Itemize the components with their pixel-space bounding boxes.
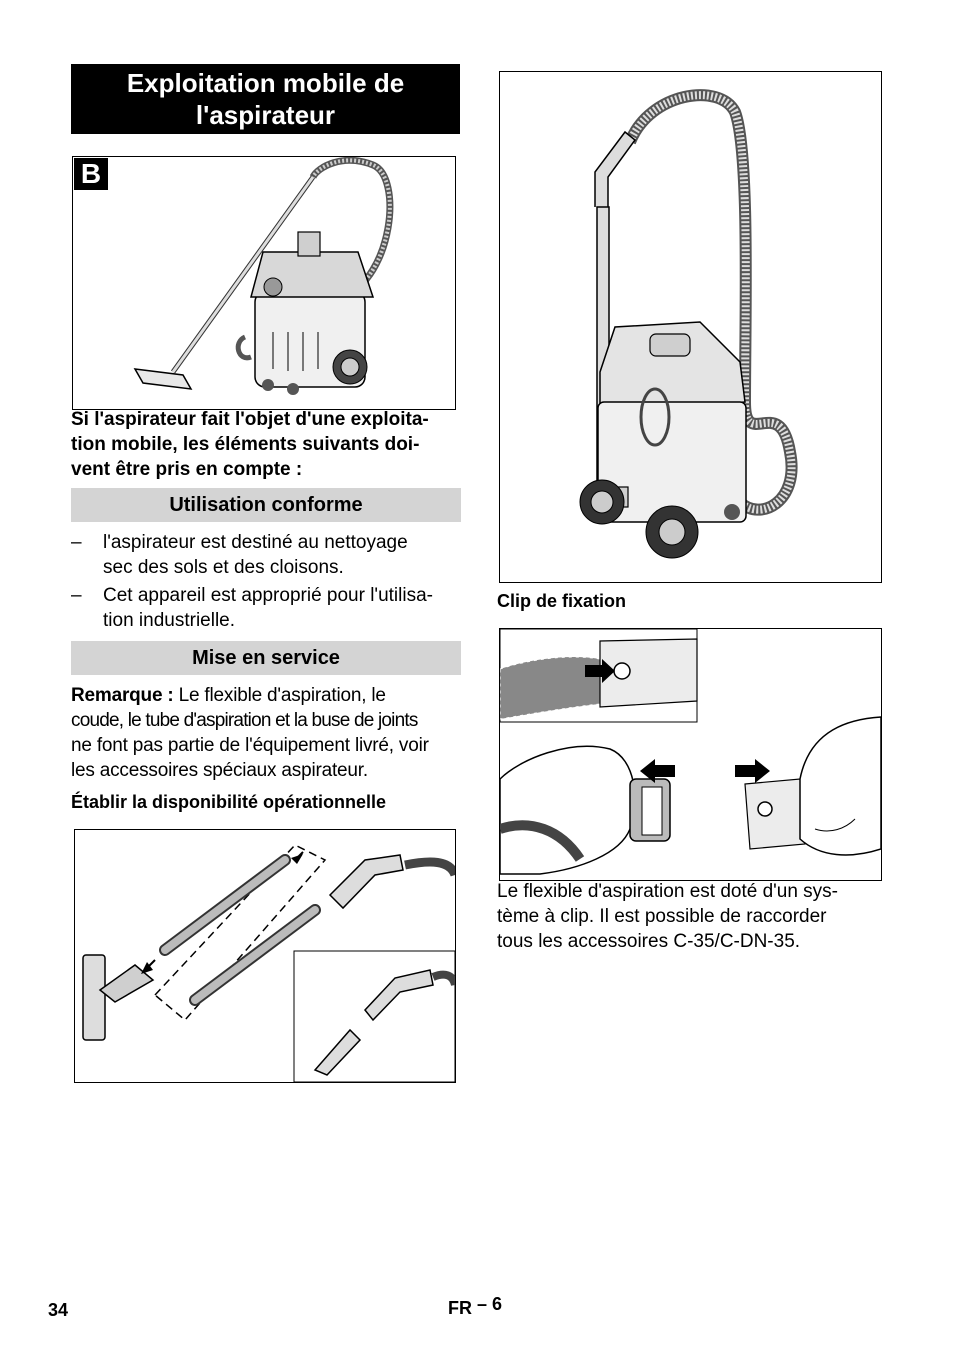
dash-bullet: –	[71, 532, 82, 553]
figure-assembly	[74, 829, 456, 1083]
page-number: 34	[48, 1300, 69, 1320]
clip-line-3: tous les accessoires C-35/C-DN-35.	[497, 931, 801, 952]
clip-line-2: tème à clip. Il est possible de raccorder	[497, 906, 827, 927]
assembly-illustration	[75, 830, 455, 1082]
list-item	[71, 530, 463, 580]
footer-section-ref	[448, 1294, 503, 1319]
dash-bullet: –	[71, 585, 82, 606]
intro-text	[71, 407, 463, 482]
section-heading-start: Mise en service	[71, 641, 461, 675]
page-title-line-2: l'aspirateur	[195, 100, 336, 130]
list-item-line-2: sec des sols et des cloisons.	[103, 557, 344, 578]
footer-lang: FR	[448, 1298, 472, 1318]
footer-section-page: 6	[492, 1294, 503, 1314]
note-paragraph	[71, 683, 463, 783]
figure-label-b: B	[74, 158, 108, 190]
list-item-line-1: Cet appareil est approprié pour l'utilisa-	[103, 585, 433, 606]
page-title	[71, 64, 460, 134]
intro-line-1: Si l'aspirateur fait l'objet d'une exploita-	[71, 409, 429, 430]
note-line-1: Le flexible d'aspiration, le	[173, 685, 386, 706]
figure-vacuum-clip	[499, 71, 882, 583]
footer-separator: –	[477, 1294, 488, 1314]
note-line-2: coude, le tube d'aspiration et la buse de joints	[71, 710, 418, 731]
figure-clip-detail	[499, 628, 882, 881]
figure-b-vacuum-mobile	[72, 156, 456, 410]
list-item	[71, 583, 463, 633]
clip-heading: Clip de fixation	[497, 591, 627, 611]
clip-line-1: Le flexible d'aspiration est doté d'un sys-	[497, 881, 839, 902]
section-heading-use: Utilisation conforme	[71, 488, 461, 522]
clip-paragraph	[497, 879, 880, 954]
list-item-line-1: l'aspirateur est destiné au nettoyage	[103, 532, 408, 553]
note-label: Remarque :	[71, 685, 174, 706]
intro-line-3: vent être pris en compte :	[71, 459, 303, 480]
vacuum-hose-illustration	[500, 72, 881, 582]
note-line-3: ne font pas partie de l'équipement livré, voir	[71, 735, 429, 756]
list-item-line-2: tion industrielle.	[103, 610, 236, 631]
page-title-line-1: Exploitation mobile de	[126, 68, 405, 98]
clip-illustration	[500, 629, 881, 880]
subheading-readiness: Établir la disponibilité opérationnelle	[71, 792, 387, 812]
note-line-4: les accessoires spéciaux aspirateur.	[71, 760, 368, 781]
vacuum-illustration	[73, 157, 455, 409]
intro-line-2: tion mobile, les éléments suivants doi-	[71, 434, 420, 455]
